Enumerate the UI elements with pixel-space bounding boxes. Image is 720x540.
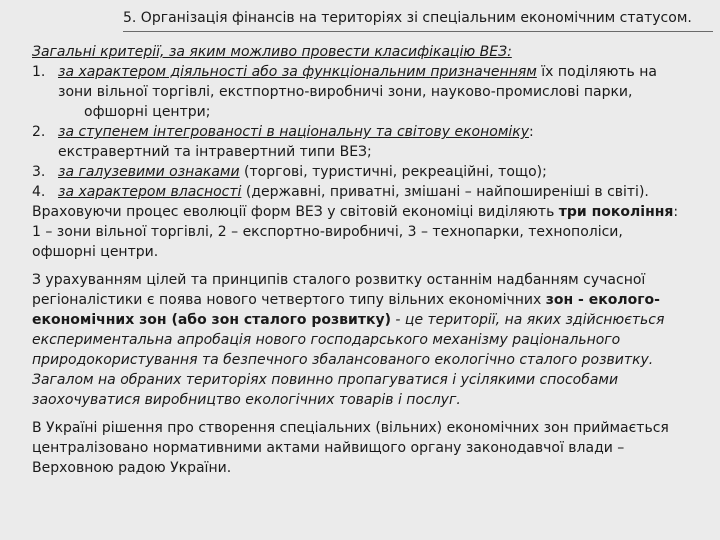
paragraph-2-line: заохочуватися виробництво екологічних товарів і послуг. [32,392,461,408]
list-item-number: 3. [32,164,46,180]
evolution-text: офшорні центри. [32,244,159,260]
paragraph-2-line: З урахуванням цілей та принципів сталого розвитку останнім надбанням сучасної [32,272,646,288]
slide-content [32,42,708,478]
paragraph-3-line: Верховною радою України. [32,460,232,476]
paragraph-2-line: Загалом на обраних територіях повинно пропагуватися і усілякими способами [32,372,619,388]
list-item: 1. за характером діяльності або за функціональним призначенням їх поділяють на [32,64,657,80]
list-item-number: 1. [32,64,46,80]
paragraph-2-line: регіоналістики є поява нового четвертого типу вільних економічних зон - еколого- [32,292,660,308]
list-item-continuation: екстравертний та інтравертний типи ВЕЗ; [58,144,372,160]
slide-title: 5. Організація фінансів на територіях зі спеціальним економічним статусом. [123,9,713,32]
evolution-text: 1 – зони вільної торгівлі, 2 – експортно-виробничі, 3 – технопарки, технополіси, [32,224,623,240]
list-item-continuation: офшорні центри; [84,104,211,120]
paragraph-3-line: централізовано нормативними актами найвищого органу законодавчої влади – [32,440,625,456]
list-item: 4. за характером власності (державні, приватні, змішані – найпоширеніші в світі). [32,184,649,200]
paragraph-2-line: експериментальна апробація нового господарського механізму раціонального [32,332,621,348]
criteria-heading: Загальні критерії, за яким можливо провести класифікацію ВЕЗ: [32,44,512,60]
list-item-continuation: зони вільної торгівлі, екстпортно-виробничі зони, науково-промислові парки, [58,84,633,100]
list-item-number: 4. [32,184,46,200]
paragraph-2-line: економічних зон (або зон сталого розвитку) - це території, на яких здійснюється [32,312,665,328]
list-item-number: 2. [32,124,46,140]
evolution-text: Враховуючи процес еволюції форм ВЕЗ у світовій економіці виділяють три покоління: [32,204,679,220]
list-item: 2. за ступенем інтегрованості в національну та світову економіку: [32,124,534,140]
list-item: 3. за галузевими ознаками (торгові, туристичні, рекреаційні, тощо); [32,164,547,180]
paragraph-2-line: природокористування та безпечного збалансованого екологічно сталого розвитку. [32,352,654,368]
paragraph-3-line: В Україні рішення про створення спеціальних (вільних) економічних зон приймається [32,420,669,436]
